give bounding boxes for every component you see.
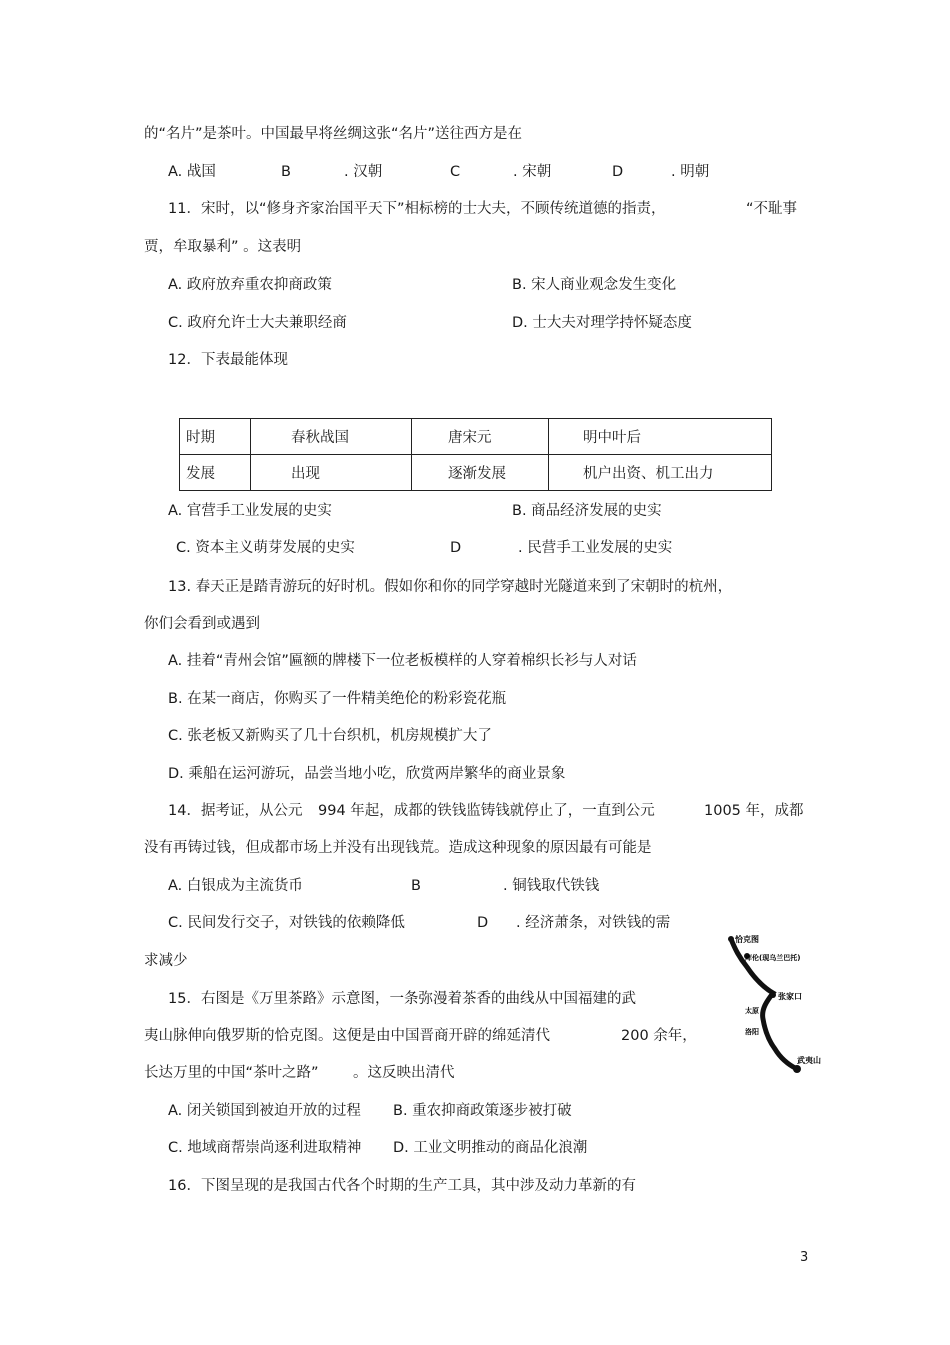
option-a: A. 挂着“青州会馆”匾额的牌楼下一位老板模样的人穿着棉织长衫与人对话 [168,653,637,669]
question-15-part: 200 余年， [621,1028,697,1044]
table-cell: 春秋战国 [251,419,412,455]
question-11-quote: “不耻事 [746,201,798,217]
question-15-part: 。这反映出清代 [353,1065,455,1081]
option-d: D. 乘船在运河游玩，品尝当地小吃，欣赏两岸繁华的商业景象 [168,766,566,782]
table-cell: 时期 [180,419,251,455]
table-cell: 逐渐发展 [412,455,549,491]
map-label: 恰克图 [735,935,759,944]
map-label: 张家口 [778,992,802,1001]
question-14-part: 994 年起，成都的铁钱监铸钱就停止了，一直到公元 [318,803,655,819]
map-label: 武夷山 [797,1056,821,1065]
table-cell: 出现 [251,455,412,491]
city-dot [770,992,776,998]
question-12: 12．下表最能体现 [168,352,288,368]
option-a: A. 战国 [168,164,216,180]
map-label: 洛阳 [745,1028,759,1036]
question-15-cont: 夷山脉伸向俄罗斯的恰克图。这便是由中国晋商开辟的绵延清代 [144,1028,550,1044]
option-d: . 明朝 [671,164,710,180]
question-15-cont: 长达万里的中国“茶叶之路” [144,1065,319,1081]
option-b: B. 重农抑商政策逐步被打破 [393,1103,572,1119]
question-14-cont: 没有再铸过钱，但成都市场上并没有出现钱荒。造成这种现象的原因最有可能是 [144,840,652,856]
question-13-cont: 你们会看到或遇到 [144,616,260,632]
table-cell: 明中叶后 [549,419,772,455]
option-a: A. 政府放弃重农抑商政策 [168,277,332,293]
city-dot [793,1065,801,1073]
option-c: C. 资本主义萌芽发展的史实 [176,540,355,556]
map-label: 太原 [745,1007,759,1015]
question-14-part: 1005 年，成都 [704,803,804,819]
option-b: . 铜钱取代铁钱 [503,878,600,894]
question-16: 16．下图呈现的是我国古代各个时期的生产工具，其中涉及动力革新的有 [168,1178,636,1194]
option-d: D. 工业文明推动的商品化浪潮 [393,1140,588,1156]
option-b: B. 宋人商业观念发生变化 [512,277,677,293]
tea-road-map [723,929,838,1079]
page-number: 3 [800,1250,809,1265]
option-b-letter: B [411,878,421,894]
table-row [180,455,772,491]
question-15: 15．右图是《万里茶路》示意图，一条弥漫着茶香的曲线从中国福建的武 [168,991,636,1007]
option-c: C. 张老板又新购买了几十台织机，机房规模扩大了 [168,728,492,744]
option-c: . 宋朝 [513,164,552,180]
question-13: 13. 春天正是踏青游玩的好时机。假如你和你的同学穿越时光隧道来到了宋朝时的杭州， [168,579,733,595]
option-a: A. 白银成为主流货币 [168,878,303,894]
table-cell: 机户出资、机工出力 [549,455,772,491]
option-c: C. 政府允许士大夫兼职经商 [168,315,347,331]
table-cell: 唐宋元 [412,419,549,455]
option-a: A. 官营手工业发展的史实 [168,503,332,519]
option-c-letter: C [450,164,461,180]
table-cell: 发展 [180,455,251,491]
option-b: . 汉朝 [344,164,383,180]
question-14: 14．据考证，从公元 [168,803,303,819]
option-c: C. 地域商帮崇尚逐利进取精神 [168,1140,362,1156]
option-d-letter: D [612,164,624,180]
option-d: D. 士大夫对理学持怀疑态度 [512,315,692,331]
option-d-letter: D [450,540,462,556]
option-d: . 经济萧条，对铁钱的需 [516,915,671,931]
option-b: B. 商品经济发展的史实 [512,503,662,519]
history-table [179,418,772,491]
option-d: . 民营手工业发展的史实 [518,540,673,556]
question-11: 11．宋时，以“修身齐家治国平天下”相标榜的士大夫，不顾传统道德的指责， [168,201,666,217]
option-b: B. 在某一商店，你购买了一件精美绝伦的粉彩瓷花瓶 [168,691,507,707]
option-b-letter: B [281,164,291,180]
map-label: 库伦(现乌兰巴托) [745,954,801,962]
option-d-letter: D [477,915,489,931]
option-c: C. 民间发行交子，对铁钱的依赖降低 [168,915,405,931]
text-line: 的“名片”是茶叶。中国最早将丝绸这张“名片”送往西方是在 [144,126,523,142]
city-dot [728,936,734,942]
question-14-cont: 求减少 [144,953,188,969]
option-a: A. 闭关锁国到被迫开放的过程 [168,1103,361,1119]
question-11-cont: 贾，牟取暴利” 。这表明 [144,239,302,255]
table-row [180,419,772,455]
